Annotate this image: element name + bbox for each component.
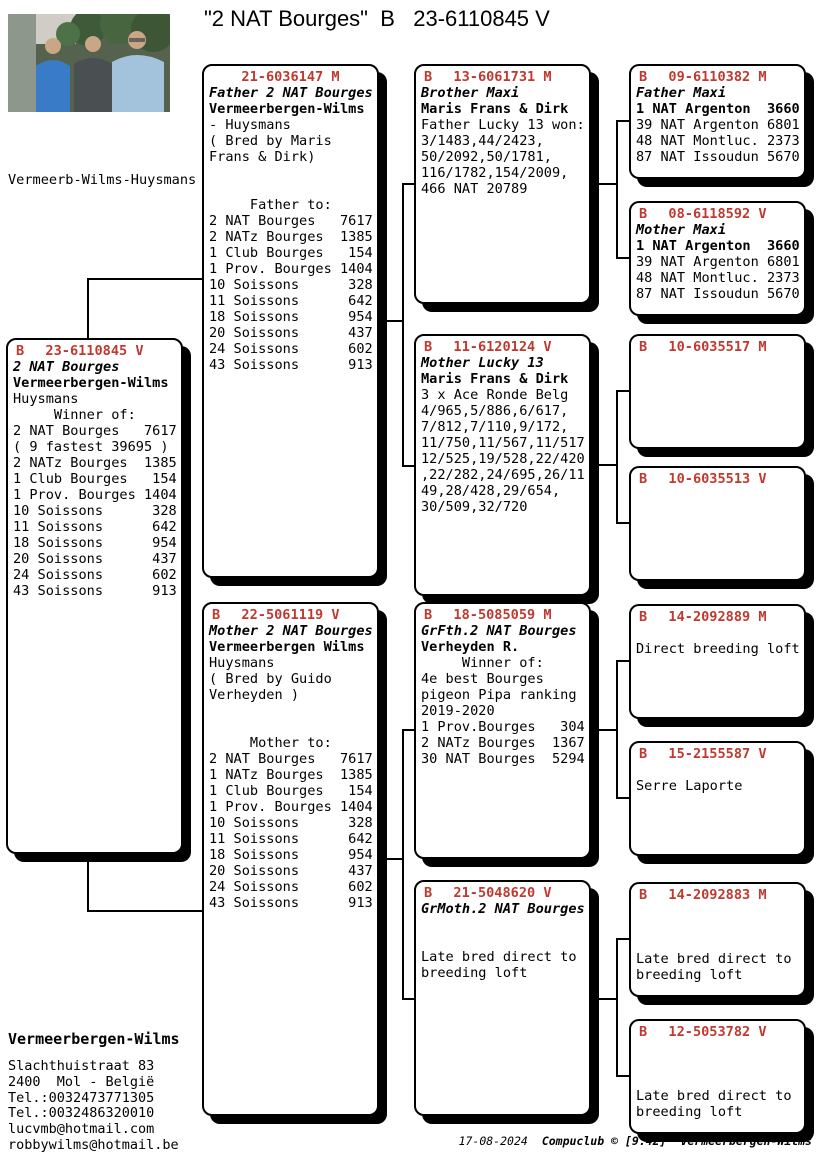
pedigree-box-great-grandparent-2: [629, 201, 806, 316]
pedigree-text-line: GrMoth.2 NAT Bourges: [421, 901, 585, 917]
pedigree-text-line: 43 Soissons 913: [209, 895, 373, 911]
footer-date: 17-08-2024: [458, 1134, 528, 1148]
pedigree-box-great-grandparent-3: [629, 334, 806, 449]
photo-caption: Vermeerb-Wilms-Huysmans: [8, 172, 197, 188]
pedigree-text-line: 39 NAT Argenton 6801: [636, 117, 800, 133]
pedigree-text-line: [209, 703, 372, 719]
pedigree-text-line: 18 Soissons 954: [209, 847, 373, 863]
pedigree-text-line: 10 Soissons 328: [209, 815, 373, 831]
pedigree-text-line: Late bred direct to: [421, 949, 577, 965]
pedigree-text-line: 4/965,5/886,6/617,: [421, 403, 569, 419]
pedigree-text-line: Maris Frans & Dirk: [421, 101, 569, 117]
pedigree-text-line: 87 NAT Issoudun 5670: [636, 286, 800, 302]
pedigree-box-grandfather-maternal: [414, 602, 591, 859]
ring-number: B 08-6118592 V: [639, 206, 767, 222]
pedigree-box-grandmother-maternal: [414, 880, 591, 1116]
pedigree-text-line: - Huysmans: [209, 117, 291, 133]
box-body: [209, 623, 372, 911]
owner-contact-block: [8, 1058, 179, 1153]
pedigree-text-line: 87 NAT Issoudun 5670: [636, 149, 800, 165]
footer-owner: Vermeerbergen-Wilms: [680, 1134, 812, 1148]
pedigree-text-line: [636, 625, 799, 641]
pedigree-box-great-grandparent-7: [629, 882, 806, 997]
owner-contact-line: Slachthuistraat 83: [8, 1058, 155, 1074]
ring-number: B 09-6110382 M: [639, 69, 767, 85]
ring-number: B 22-5061119 V: [212, 607, 340, 623]
owner-contact-line: 2400 Mol - België: [8, 1073, 155, 1090]
pedigree-box-grandfather-paternal: [414, 64, 591, 304]
pedigree-text-line: 7/812,7/110,9/172,: [421, 419, 569, 435]
box-body: [636, 762, 799, 794]
box-body: [636, 903, 799, 983]
pedigree-text-line: [636, 762, 799, 778]
ring-number: B 23-6110845 V: [16, 343, 144, 359]
owner-contact-line: robbywilms@hotmail.be: [8, 1136, 179, 1153]
pedigree-text-line: 1 Club Bourges 154: [13, 471, 177, 487]
pedigree-text-line: 11 Soissons 642: [209, 293, 373, 309]
pedigree-text-line: 3 x Ace Ronde Belg: [421, 387, 569, 403]
pedigree-text-line: Father Maxi: [636, 85, 727, 101]
pedigree-text-line: 1 Club Bourges 154: [209, 245, 373, 261]
pedigree-box-great-grandparent-8: [629, 1019, 806, 1134]
ring-number: B 18-5085059 M: [424, 607, 552, 623]
pedigree-text-line: 43 Soissons 913: [13, 583, 177, 599]
owner-contact-line: Tel.:0032473771305: [8, 1089, 155, 1106]
pedigree-text-line: Vermeerbergen-Wilms: [209, 101, 365, 117]
pedigree-text-line: 20 Soissons 437: [209, 863, 373, 879]
box-body: [209, 85, 372, 373]
pedigree-text-line: Huysmans: [209, 655, 275, 671]
pedigree-text-line: Huysmans: [13, 391, 79, 407]
pedigree-text-line: 1 NATz Bourges 1385: [209, 767, 373, 783]
pedigree-text-line: 24 Soissons 602: [209, 879, 373, 895]
pedigree-text-line: 48 NAT Montluc. 2373: [636, 133, 800, 149]
footer: [459, 1134, 812, 1148]
pedigree-text-line: 50/2092,50/1781,: [421, 149, 552, 165]
pedigree-text-line: GrFth.2 NAT Bourges: [421, 623, 577, 639]
pedigree-text-line: 12/525,19/528,22/420: [421, 451, 585, 467]
pedigree-text-line: [636, 919, 799, 935]
pedigree-text-line: 11 Soissons 642: [209, 831, 373, 847]
pedigree-text-line: Father to:: [209, 197, 332, 213]
footer-software: Compuclub © [9.42]: [541, 1134, 667, 1148]
pedigree-text-line: 466 NAT 20789: [421, 181, 528, 197]
pedigree-text-line: Frans & Dirk): [209, 149, 316, 165]
pedigree-text-line: 2019-2020: [421, 703, 495, 719]
pedigree-text-line: Father Lucky 13 won:: [421, 117, 585, 133]
pedigree-text-line: 24 Soissons 602: [209, 341, 373, 357]
ring-number: B 10-6035513 V: [639, 471, 767, 487]
pedigree-text-line: Mother Maxi: [636, 222, 727, 238]
pedigree-text-line: 24 Soissons 602: [13, 567, 177, 583]
pedigree-text-line: 18 Soissons 954: [13, 535, 177, 551]
pedigree-text-line: Verheyden R.: [421, 639, 520, 655]
pedigree-text-line: [636, 935, 799, 951]
ring-number: B 21-5048620 V: [424, 885, 552, 901]
pedigree-box-mother: [202, 602, 379, 1116]
pedigree-text-line: ( 9 fastest 39695 ): [13, 439, 169, 455]
pedigree-text-line: Father 2 NAT Bourges: [209, 85, 373, 101]
pedigree-title: "2 NAT Bourges" B 23-6110845 V: [204, 6, 550, 31]
pedigree-box-great-grandparent-6: [629, 741, 806, 856]
pedigree-text-line: [421, 933, 584, 949]
pedigree-text-line: Vermeerbergen Wilms: [209, 639, 365, 655]
pedigree-text-line: 2 NAT Bourges 7617: [209, 751, 373, 767]
pedigree-text-line: 1 Prov.Bourges 304: [421, 719, 585, 735]
pedigree-text-line: Mother 2 NAT Bourges: [209, 623, 373, 639]
pedigree-box-great-grandparent-4: [629, 466, 806, 581]
pedigree-text-line: ( Bred by Guido: [209, 671, 332, 687]
pedigree-text-line: 49,28/428,29/654,: [421, 483, 561, 499]
pedigree-text-line: 1 Prov. Bourges 1404: [209, 261, 373, 277]
pedigree-text-line: 11/750,11/567,11/517: [421, 435, 585, 451]
ring-number: B 11-6120124 V: [424, 339, 552, 355]
pedigree-text-line: [209, 181, 372, 197]
pedigree-text-line: [209, 165, 372, 181]
box-body: [636, 222, 799, 302]
box-body: [421, 85, 584, 197]
box-body: [13, 359, 176, 599]
pedigree-text-line: Late bred direct to: [636, 1088, 792, 1104]
pedigree-box-father: [202, 64, 379, 578]
pedigree-text-line: [636, 903, 799, 919]
pedigree-text-line: Vermeerbergen-Wilms: [13, 375, 169, 391]
pedigree-box-grandmother-paternal: [414, 334, 591, 596]
pedigree-text-line: Brother Maxi: [421, 85, 520, 101]
pedigree-text-line: 20 Soissons 437: [209, 325, 373, 341]
ring-number: B 10-6035517 M: [639, 339, 767, 355]
pedigree-text-line: 1 NAT Argenton 3660: [636, 101, 800, 117]
pedigree-text-line: [209, 719, 372, 735]
pedigree-text-line: 48 NAT Montluc. 2373: [636, 270, 800, 286]
pedigree-text-line: 2 NATz Bourges 1385: [13, 455, 177, 471]
pedigree-text-line: Serre Laporte: [636, 778, 743, 794]
pedigree-text-line: 43 Soissons 913: [209, 357, 373, 373]
pedigree-box-great-grandparent-1: [629, 64, 806, 179]
box-body: [421, 623, 584, 767]
pedigree-text-line: 18 Soissons 954: [209, 309, 373, 325]
pedigree-text-line: 2 NAT Bourges 7617: [13, 423, 177, 439]
pedigree-text-line: 1 NAT Argenton 3660: [636, 238, 800, 254]
pedigree-text-line: 10 Soissons 328: [13, 503, 177, 519]
pedigree-text-line: ,22/282,24/695,26/11: [421, 467, 585, 483]
pedigree-text-line: breeding loft: [636, 967, 743, 983]
owner-contact-line: lucvmb@hotmail.com: [8, 1121, 155, 1138]
ring-number: B 12-5053782 V: [639, 1024, 767, 1040]
owner-name: Vermeerbergen-Wilms: [8, 1030, 180, 1048]
pedigree-text-line: Mother Lucky 13: [421, 355, 544, 371]
pedigree-text-line: breeding loft: [421, 965, 528, 981]
pedigree-text-line: ( Bred by Maris: [209, 133, 332, 149]
pedigree-text-line: 1 Club Bourges 154: [209, 783, 373, 799]
ring-number: 21-6036147 M: [241, 69, 340, 85]
pedigree-text-line: 2 NAT Bourges: [13, 359, 120, 375]
pedigree-text-line: Verheyden ): [209, 687, 300, 703]
pedigree-text-line: [421, 917, 584, 933]
pedigree-text-line: 4e best Bourges: [421, 671, 544, 687]
pedigree-text-line: Maris Frans & Dirk: [421, 371, 569, 387]
pedigree-text-line: [636, 1072, 799, 1088]
pedigree-box-great-grandparent-5: [629, 604, 806, 719]
pedigree-text-line: breeding loft: [636, 1104, 743, 1120]
pedigree-text-line: 2 NATz Bourges 1385: [209, 229, 373, 245]
pedigree-text-line: 116/1782,154/2009,: [421, 165, 569, 181]
pedigree-text-line: Late bred direct to: [636, 951, 792, 967]
box-body: [421, 901, 584, 981]
owner-contact-line: Tel.:0032486320010: [8, 1105, 155, 1122]
ring-number: B 15-2155587 V: [639, 746, 767, 762]
box-body: [636, 1040, 799, 1120]
pedigree-text-line: [636, 1056, 799, 1072]
ring-number: B 13-6061731 M: [424, 69, 552, 85]
box-body: [421, 355, 584, 515]
pedigree-text-line: 30/509,32/720: [421, 499, 528, 515]
pedigree-text-line: 30 NAT Bourges 5294: [421, 751, 585, 767]
pedigree-text-line: 11 Soissons 642: [13, 519, 177, 535]
pedigree-text-line: Winner of:: [421, 655, 544, 671]
pedigree-text-line: 2 NAT Bourges 7617: [209, 213, 373, 229]
pedigree-text-line: Mother to:: [209, 735, 332, 751]
box-body: [636, 625, 799, 657]
ring-number: B 14-2092883 M: [639, 887, 767, 903]
pedigree-text-line: 39 NAT Argenton 6801: [636, 254, 800, 270]
pedigree-text-line: 1 Prov. Bourges 1404: [13, 487, 177, 503]
pedigree-text-line: 10 Soissons 328: [209, 277, 373, 293]
pedigree-text-line: 3/1483,44/2423,: [421, 133, 544, 149]
pedigree-text-line: Direct breeding loft: [636, 641, 800, 657]
ring-number: B 14-2092889 M: [639, 609, 767, 625]
pedigree-text-line: Winner of:: [13, 407, 136, 423]
pedigree-text-line: [636, 1040, 799, 1056]
pedigree-text-line: 20 Soissons 437: [13, 551, 177, 567]
pedigree-text-line: 2 NATz Bourges 1367: [421, 735, 585, 751]
pedigree-text-line: 1 Prov. Bourges 1404: [209, 799, 373, 815]
pedigree-text-line: pigeon Pipa ranking: [421, 687, 577, 703]
pedigree-box-subject: [6, 338, 183, 854]
box-body: [636, 85, 799, 165]
